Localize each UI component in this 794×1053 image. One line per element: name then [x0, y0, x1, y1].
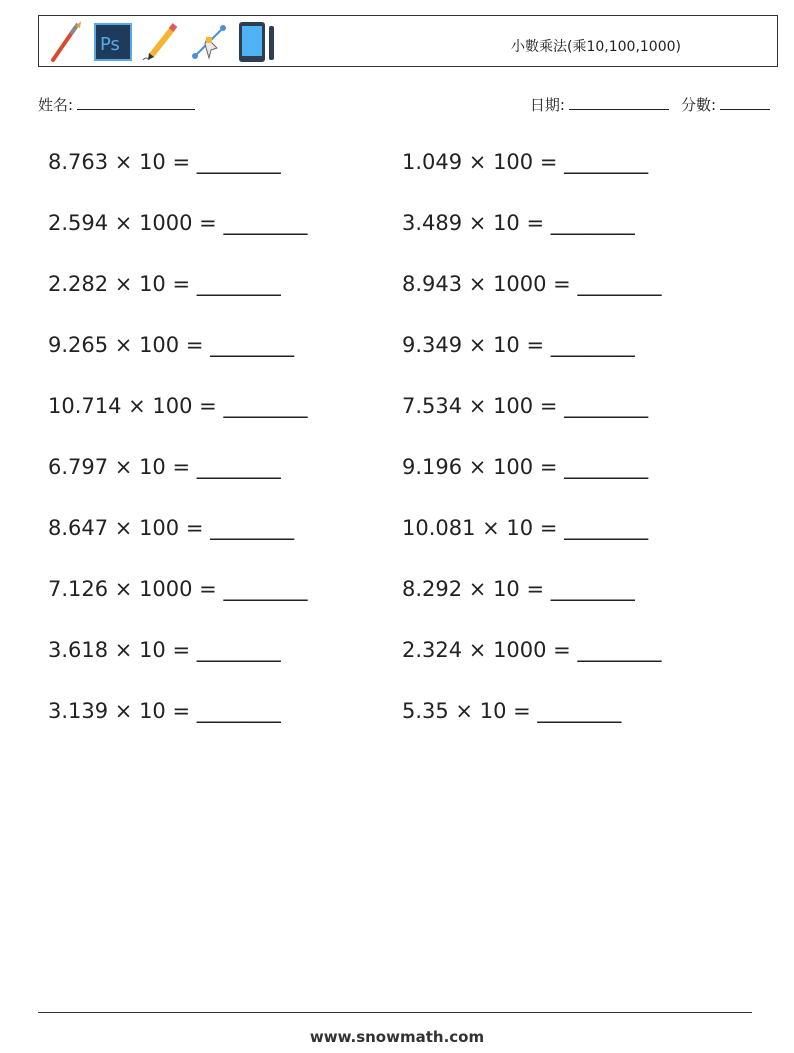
problem-item: 7.534 × 100 = ________ — [402, 394, 649, 418]
problem-item: 3.139 × 10 = ________ — [48, 699, 281, 723]
paintbrush-icon — [45, 20, 85, 64]
pencil-icon — [141, 20, 181, 64]
problem-item: 2.594 × 1000 = ________ — [48, 211, 308, 235]
problem-item: 9.349 × 10 = ________ — [402, 333, 635, 357]
vector-pen-icon — [189, 20, 229, 64]
problem-item: 8.763 × 10 = ________ — [48, 150, 281, 174]
problem-item: 8.647 × 100 = ________ — [48, 516, 295, 540]
problem-item: 7.126 × 1000 = ________ — [48, 577, 308, 601]
footer-site[interactable]: www.snowmath.com — [309, 1028, 485, 1046]
problem-item: 2.282 × 10 = ________ — [48, 272, 281, 296]
footer-divider — [38, 1012, 752, 1013]
date-score-fields — [530, 94, 770, 115]
name-field — [38, 94, 195, 115]
problem-item: 3.618 × 10 = ________ — [48, 638, 281, 662]
name-blank — [77, 97, 195, 110]
problem-item: 8.943 × 1000 = ________ — [402, 272, 662, 296]
problem-item: 9.265 × 100 = ________ — [48, 333, 295, 357]
problem-item: 8.292 × 10 = ________ — [402, 577, 635, 601]
date-blank — [569, 97, 669, 110]
problem-item: 6.797 × 10 = ________ — [48, 455, 281, 479]
problem-grid — [48, 142, 768, 752]
problem-item: 5.35 × 10 = ________ — [402, 699, 622, 723]
name-label: 姓名: — [38, 96, 74, 114]
problem-item: 9.196 × 100 = ________ — [402, 455, 649, 479]
photoshop-icon — [93, 20, 133, 64]
tablet-stylus-icon — [237, 20, 277, 64]
svg-text:Ps: Ps — [100, 34, 120, 55]
problem-item: 10.081 × 10 = ________ — [402, 516, 649, 540]
date-label: 日期: — [529, 96, 565, 114]
header-box — [38, 15, 778, 67]
problem-item: 10.714 × 100 = ________ — [48, 394, 308, 418]
problem-item: 1.049 × 100 = ________ — [402, 150, 649, 174]
icon-strip — [45, 20, 277, 64]
problem-item: 2.324 × 1000 = ________ — [402, 638, 662, 662]
score-label: 分數: — [680, 96, 716, 114]
score-blank — [720, 97, 770, 110]
problem-item: 3.489 × 10 = ________ — [402, 211, 635, 235]
worksheet-title: 小數乘法(乘10,100,1000) — [511, 39, 681, 55]
